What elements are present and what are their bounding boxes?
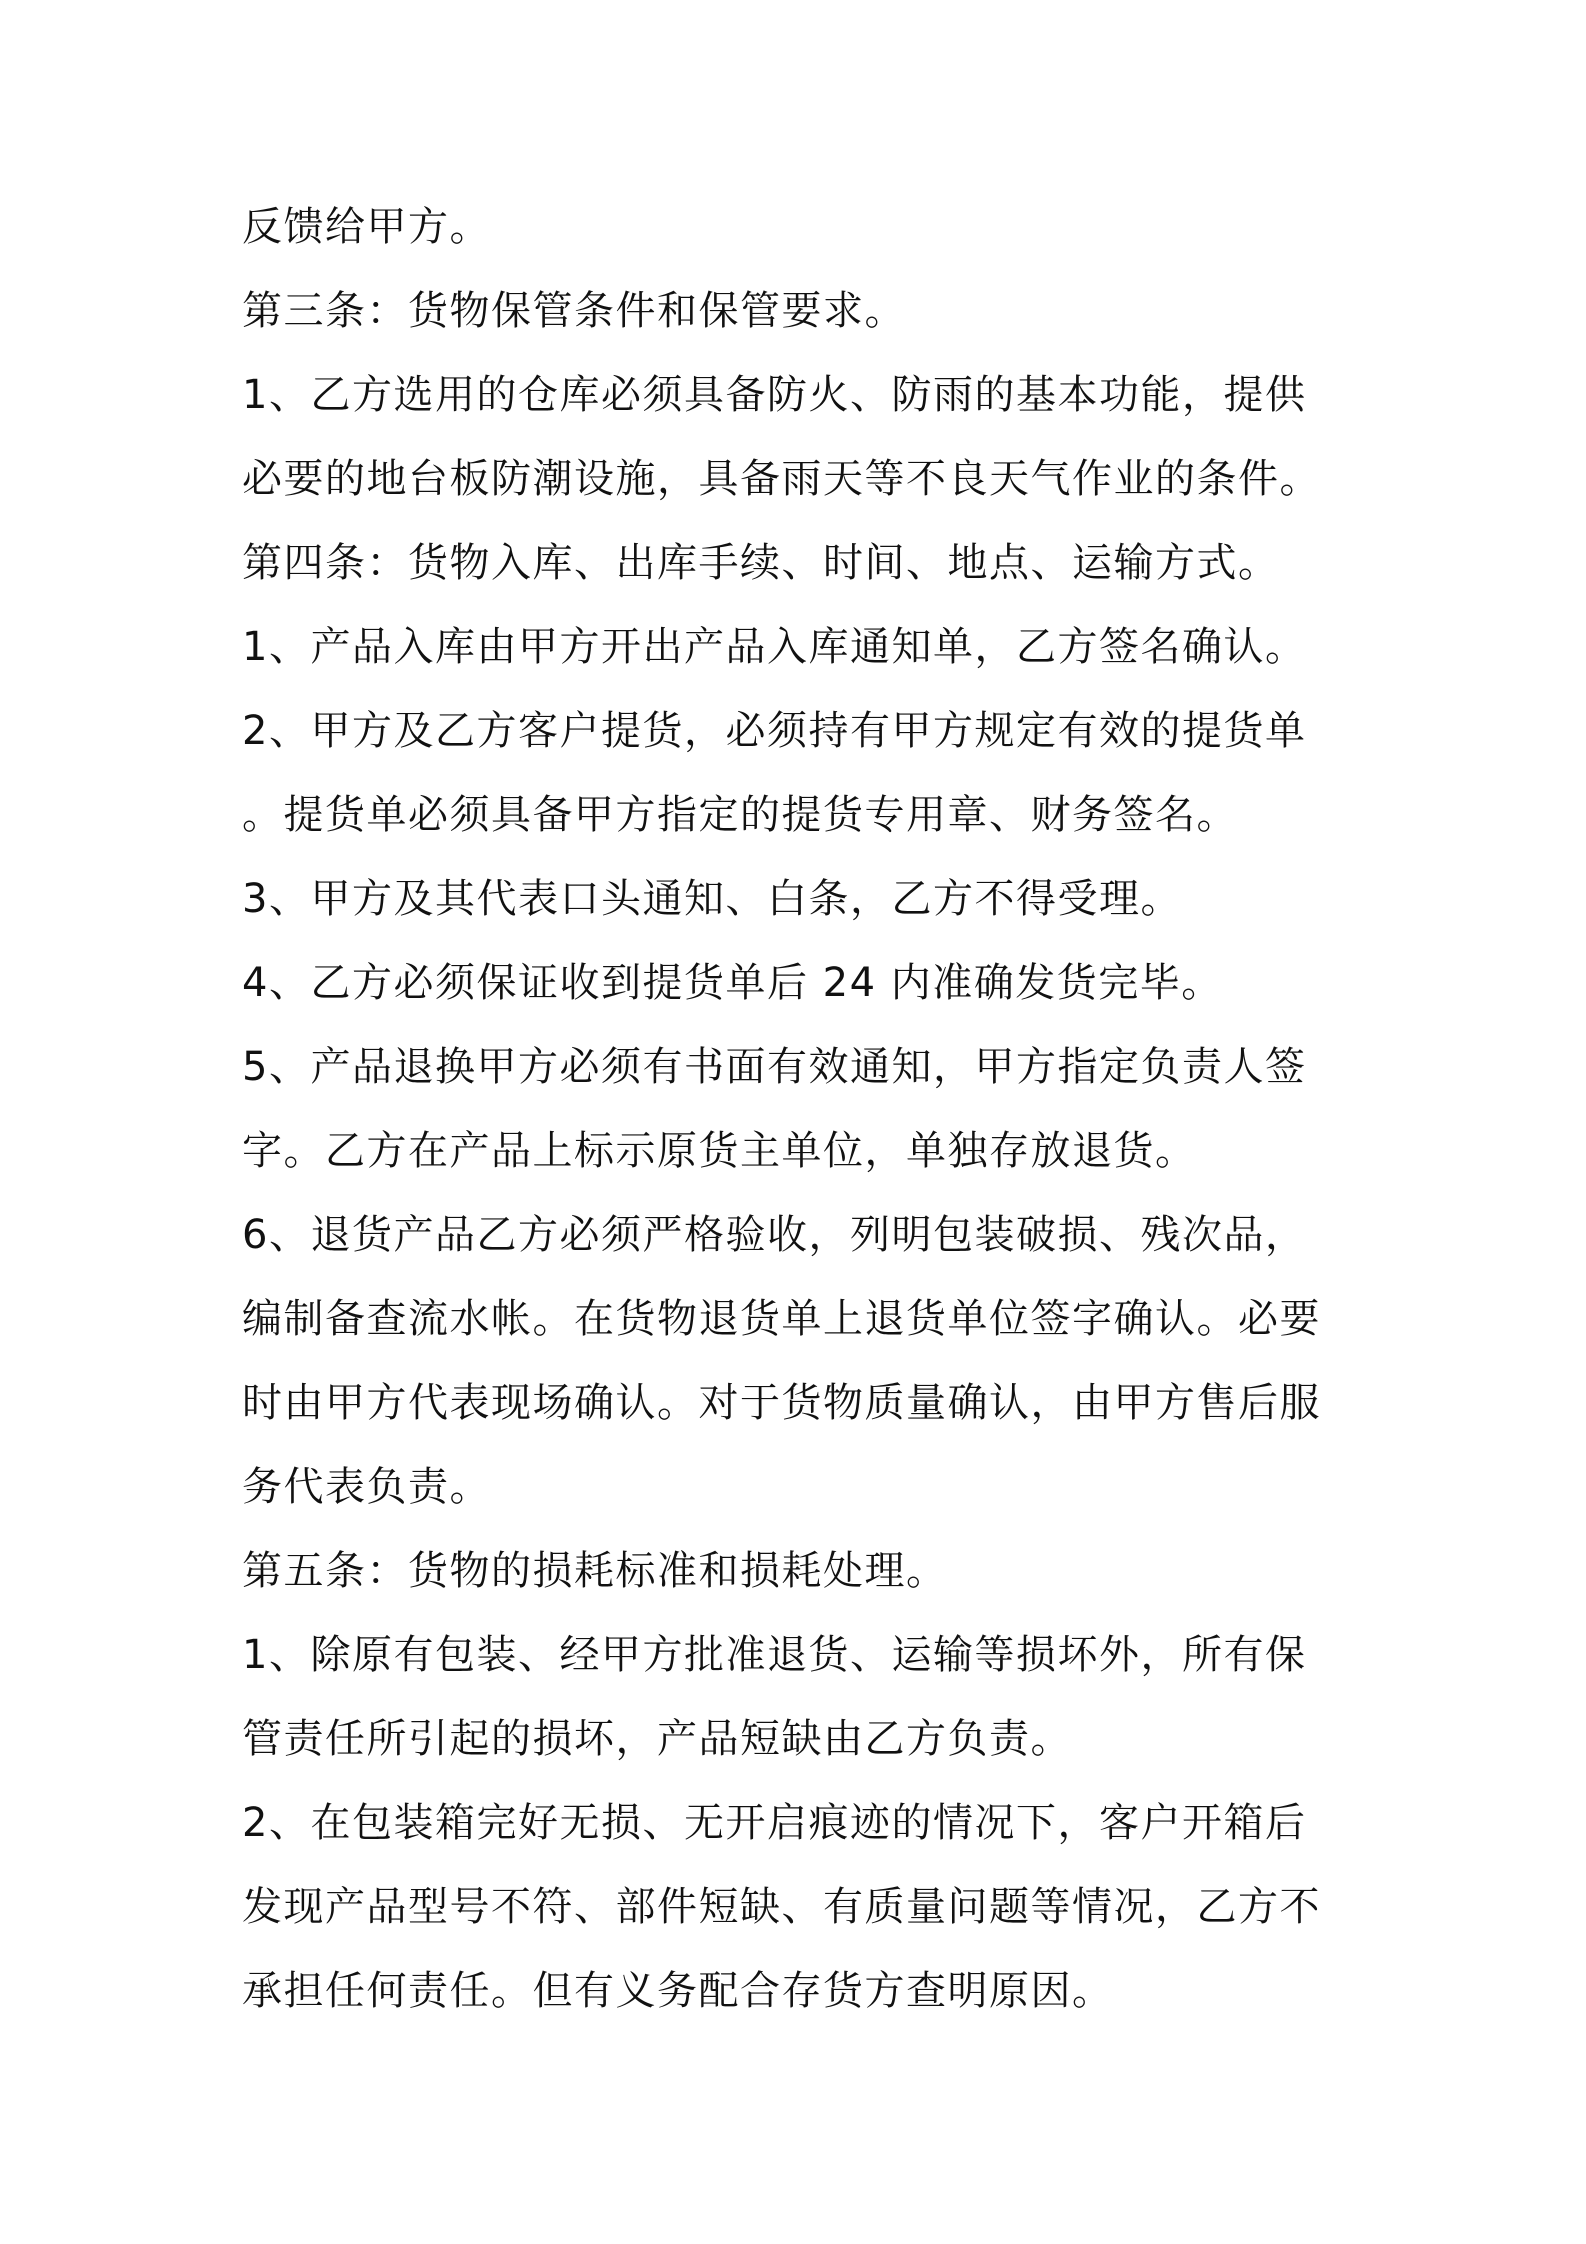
text-line: 1、产品入库由甲方开出产品入库通知单，乙方签名确认。 xyxy=(242,624,1307,670)
section-heading-article-5: 第五条：货物的损耗标准和损耗处理。 xyxy=(242,1548,948,1594)
text-line: 3、甲方及其代表口头通知、白条，乙方不得受理。 xyxy=(242,876,1182,922)
section-heading-article-3: 第三条：货物保管条件和保管要求。 xyxy=(242,288,906,334)
text-line: 编制备查流水帐。在货物退货单上退货单位签字确认。必要 xyxy=(242,1296,1321,1342)
text-line: 。提货单必须具备甲方指定的提货专用章、财务签名。 xyxy=(242,792,1238,838)
text-line: 承担任何责任。但有义务配合存货方查明原因。 xyxy=(242,1968,1114,2014)
section-heading-article-4: 第四条：货物入库、出库手续、时间、地点、运输方式。 xyxy=(242,540,1280,586)
text-line: 2、在包装箱完好无损、无开启痕迹的情况下，客户开箱后 xyxy=(242,1800,1307,1846)
text-line: 务代表负责。 xyxy=(242,1464,491,1510)
text-line: 时由甲方代表现场确认。对于货物质量确认，由甲方售后服 xyxy=(242,1380,1321,1426)
text-line: 2、甲方及乙方客户提货，必须持有甲方规定有效的提货单 xyxy=(242,708,1307,754)
text-line: 管责任所引起的损坏，产品短缺由乙方负责。 xyxy=(242,1716,1072,1762)
text-line: 发现产品型号不符、部件短缺、有质量问题等情况，乙方不 xyxy=(242,1884,1321,1930)
document-body xyxy=(242,185,1362,2033)
text-line: 4、乙方必须保证收到提货单后 24 内准确发货完毕。 xyxy=(242,960,1223,1006)
text-line: 5、产品退换甲方必须有书面有效通知，甲方指定负责人签 xyxy=(242,1044,1307,1090)
text-line: 字。乙方在产品上标示原货主单位，单独存放退货。 xyxy=(242,1128,1197,1174)
text-line: 必要的地台板防潮设施，具备雨天等不良天气作业的条件。 xyxy=(242,456,1321,502)
text-line: 1、乙方选用的仓库必须具备防火、防雨的基本功能，提供 xyxy=(242,372,1307,418)
text-line: 6、退货产品乙方必须严格验收，列明包装破损、残次品， xyxy=(242,1212,1307,1258)
text-line: 1、除原有包装、经甲方批准退货、运输等损坏外，所有保 xyxy=(242,1632,1307,1678)
text-line: 反馈给甲方。 xyxy=(242,204,491,250)
